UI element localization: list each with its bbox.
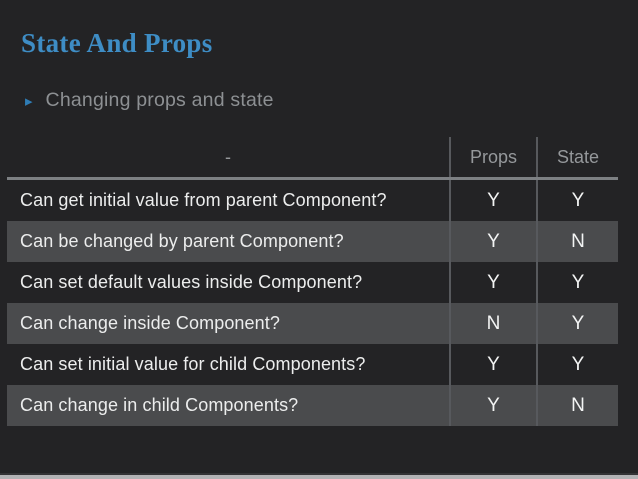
bullet-triangle-icon: ▸ bbox=[25, 93, 33, 110]
state-cell: Y bbox=[537, 303, 618, 344]
question-cell: Can be changed by parent Component? bbox=[20, 231, 344, 251]
state-cell: Y bbox=[537, 344, 618, 385]
table-row bbox=[7, 385, 618, 426]
question-cell: Can change in child Components? bbox=[20, 395, 299, 415]
question-cell: Can set initial value for child Components? bbox=[20, 354, 366, 374]
table-row bbox=[7, 303, 618, 344]
header-props: Props bbox=[450, 137, 537, 179]
state-cell: Y bbox=[537, 262, 618, 303]
props-state-table bbox=[7, 137, 618, 426]
table-row bbox=[7, 179, 618, 222]
props-cell: Y bbox=[450, 385, 537, 426]
question-cell: Can set default values inside Component? bbox=[20, 272, 363, 292]
table-header-row bbox=[7, 137, 618, 179]
header-state: State bbox=[537, 137, 618, 179]
bullet-item bbox=[25, 89, 274, 112]
question-cell: Can get initial value from parent Component? bbox=[20, 190, 387, 210]
state-cell: N bbox=[537, 221, 618, 262]
bullet-text: Changing props and state bbox=[45, 89, 274, 111]
props-cell: Y bbox=[450, 262, 537, 303]
state-cell: N bbox=[537, 385, 618, 426]
props-cell: Y bbox=[450, 221, 537, 262]
props-cell: Y bbox=[450, 179, 537, 222]
table-row bbox=[7, 221, 618, 262]
state-cell: Y bbox=[537, 179, 618, 222]
table-row bbox=[7, 344, 618, 385]
props-cell: N bbox=[450, 303, 537, 344]
question-cell: Can change inside Component? bbox=[20, 313, 280, 333]
header-question: - bbox=[7, 137, 450, 179]
props-cell: Y bbox=[450, 344, 537, 385]
table-row bbox=[7, 262, 618, 303]
slide-title: State And Props bbox=[21, 28, 213, 58]
bottom-scroll-strip bbox=[0, 475, 638, 479]
